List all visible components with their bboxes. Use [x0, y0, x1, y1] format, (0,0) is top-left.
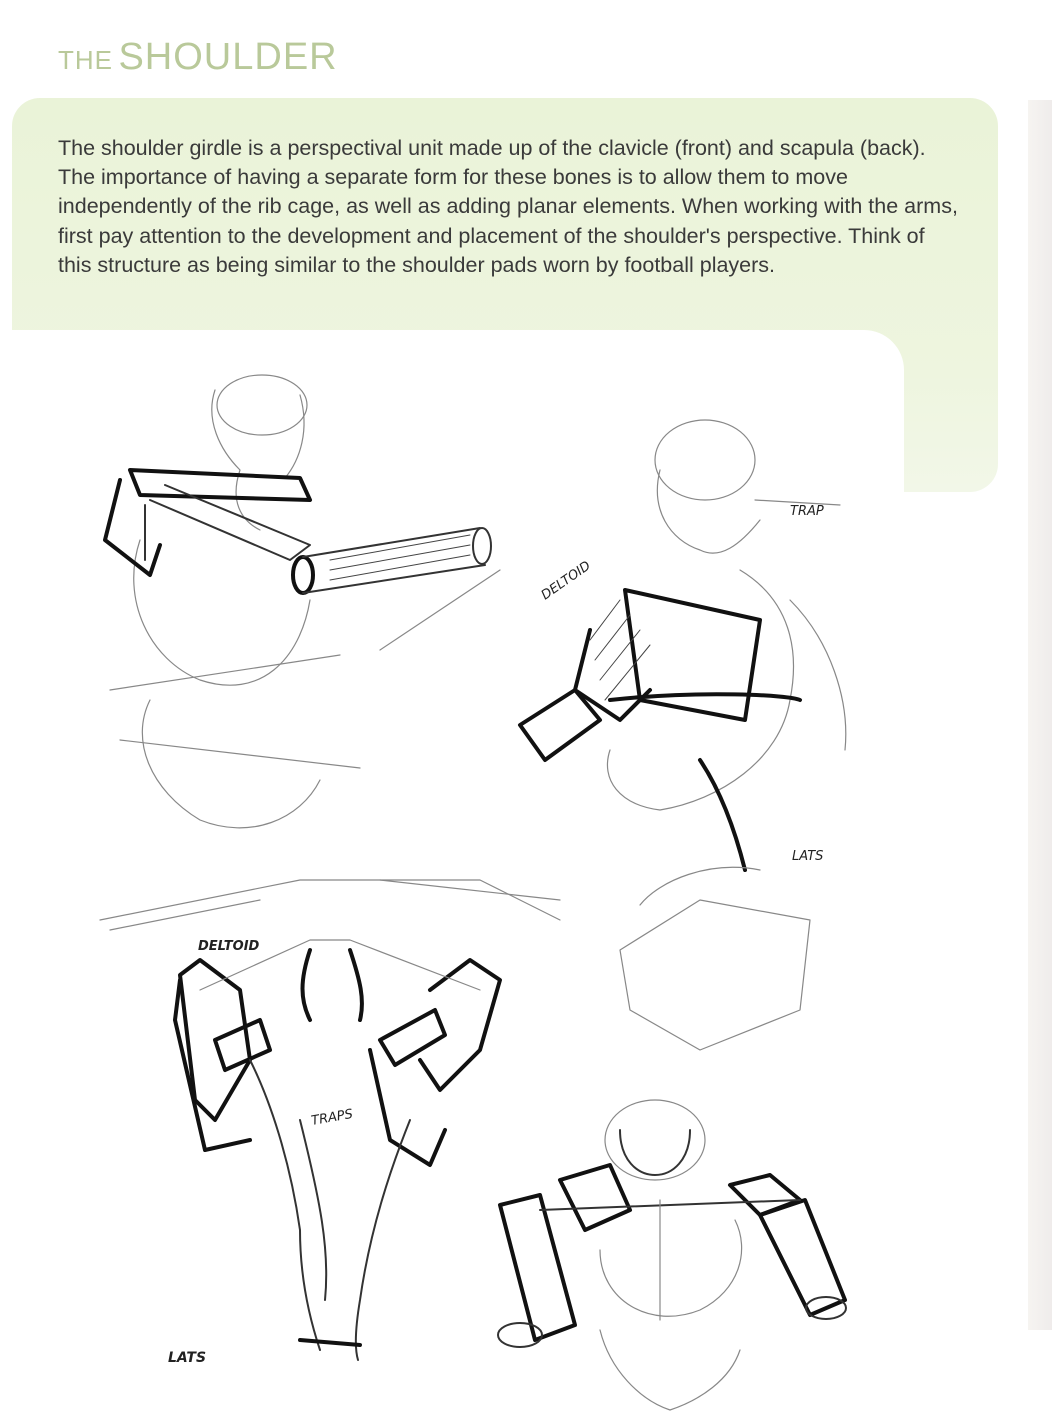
- label-traps-right: TRAP: [790, 504, 824, 519]
- label-deltoid-right: DELTOID: [538, 558, 594, 604]
- body-paragraph: The shoulder girdle is a perspectival unit made up of the clavicle (front) and scapula (back). The importance of having a separate form for these bones is to allow them to move independently of the rib cage, as well as adding planar elements. When working with the arms, first pay attention to the development and placement of the shoulder's perspective. Think of this structure as being similar to the shoulder pads worn by football players.: [58, 136, 958, 277]
- label-lats-right: LATS: [792, 849, 824, 864]
- label-deltoid-front: DELTOID: [198, 939, 260, 954]
- title-main: SHOULDER: [118, 36, 338, 78]
- sketch-shoulder-back-view: [498, 1100, 846, 1410]
- sketch-shoulder-side-view: [105, 375, 500, 828]
- label-traps-front: TRAPS: [310, 1106, 355, 1129]
- label-lats-front: LATS: [168, 1350, 207, 1366]
- title-prefix: THE: [58, 45, 113, 75]
